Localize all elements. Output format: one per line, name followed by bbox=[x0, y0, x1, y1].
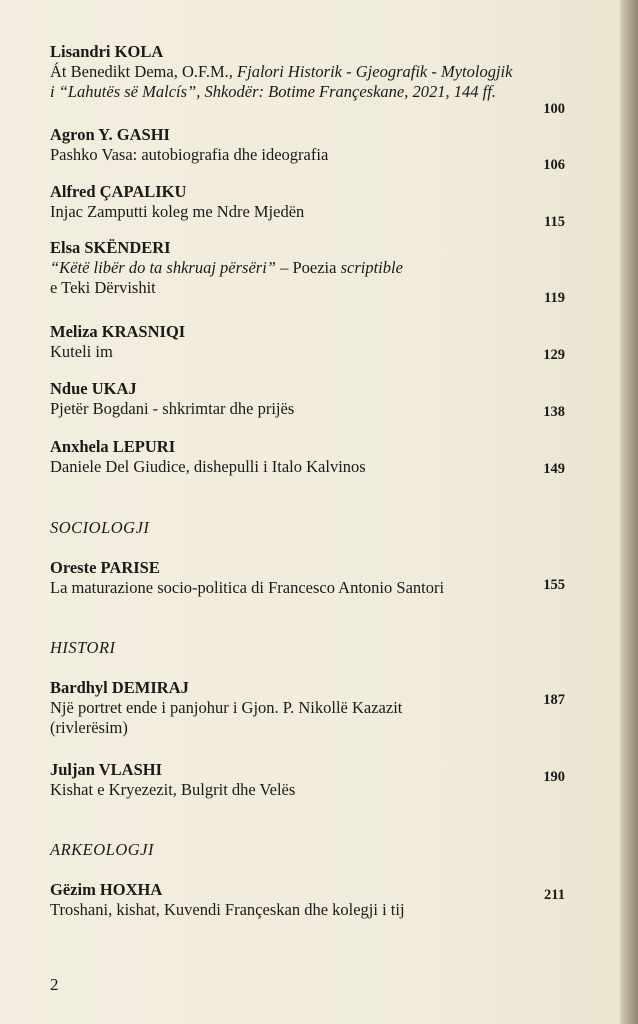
toc-entry bbox=[50, 760, 570, 800]
entry-author: Alfred ÇAPALIKU bbox=[50, 182, 187, 201]
folio-page-number: 2 bbox=[50, 975, 59, 994]
entry-title: Injac Zamputti koleg me Ndre Mjedën bbox=[50, 202, 305, 221]
entry-title: Një portret ende i panjohur i Gjon. P. Nikollë Kazazit bbox=[50, 698, 403, 717]
toc-entry bbox=[50, 322, 570, 362]
page-number: 100 bbox=[543, 101, 565, 117]
entry-title: Pjetër Bogdani - shkrimtar dhe prijës bbox=[50, 399, 295, 418]
entry-title: Kishat e Kryezezit, Bulgrit dhe Velës bbox=[50, 780, 296, 799]
page-number: 190 bbox=[543, 769, 565, 785]
entry-title: Troshani, kishat, Kuvendi Françeskan dhe kolegji i tij bbox=[50, 900, 405, 919]
toc-entry bbox=[50, 238, 570, 298]
entry-title-cont: e Teki Dërvishit bbox=[50, 278, 156, 297]
page-number: 187 bbox=[543, 692, 565, 708]
page-number: 138 bbox=[543, 404, 565, 420]
toc-entry bbox=[50, 182, 570, 222]
toc-entry bbox=[50, 379, 570, 419]
entry-author: Juljan VLASHI bbox=[50, 760, 163, 779]
entry-author: Lisandri KOLA bbox=[50, 42, 164, 61]
entry-author: Bardhyl DEMIRAJ bbox=[50, 678, 189, 697]
entry-title: Át Benedikt Dema, O.F.M., Fjalori Historik - Gjeografik - Mytologjik bbox=[50, 62, 513, 81]
section-heading-histori: HISTORI bbox=[50, 638, 116, 657]
page-number: 129 bbox=[543, 347, 565, 363]
toc-entry bbox=[50, 125, 570, 165]
entry-author: Oreste PARISE bbox=[50, 558, 160, 577]
entry-title: Pashko Vasa: autobiografia dhe ideografia bbox=[50, 145, 329, 164]
page-number: 106 bbox=[543, 157, 565, 173]
page-edge bbox=[620, 0, 638, 1024]
entry-title: “Këtë libër do ta shkruaj përsëri” – Poezia scriptible bbox=[50, 258, 403, 277]
page-number: 119 bbox=[544, 290, 565, 306]
page-number: 211 bbox=[544, 887, 565, 903]
entry-title-cont: i “Lahutës së Malcís”, Shkodër: Botime Françeskane, 2021, 144 ff. bbox=[50, 82, 496, 101]
toc-entry bbox=[50, 42, 570, 102]
page-number: 155 bbox=[543, 577, 565, 593]
entry-author: Anxhela LEPURI bbox=[50, 437, 176, 456]
toc-entry bbox=[50, 558, 570, 598]
section-heading-arkeologji: ARKEOLOGJI bbox=[50, 840, 154, 859]
page-number: 149 bbox=[543, 461, 565, 477]
toc-entry bbox=[50, 678, 570, 738]
entry-author: Agron Y. GASHI bbox=[50, 125, 170, 144]
entry-author: Elsa SKËNDERI bbox=[50, 238, 171, 257]
section-heading-sociologji: SOCIOLOGJI bbox=[50, 518, 150, 537]
entry-author: Gëzim HOXHA bbox=[50, 880, 163, 899]
entry-title: Daniele Del Giudice, dishepulli i Italo Kalvinos bbox=[50, 457, 366, 476]
entry-title: La maturazione socio-politica di Francesco Antonio Santori bbox=[50, 578, 445, 597]
entry-title-cont: (rivlerësim) bbox=[50, 718, 128, 737]
entry-title: Kuteli im bbox=[50, 342, 113, 361]
page-number: 115 bbox=[544, 214, 565, 230]
entry-author: Ndue UKAJ bbox=[50, 379, 137, 398]
toc-entry bbox=[50, 880, 570, 920]
entry-author: Meliza KRASNIQI bbox=[50, 322, 186, 341]
toc-entry bbox=[50, 437, 570, 477]
